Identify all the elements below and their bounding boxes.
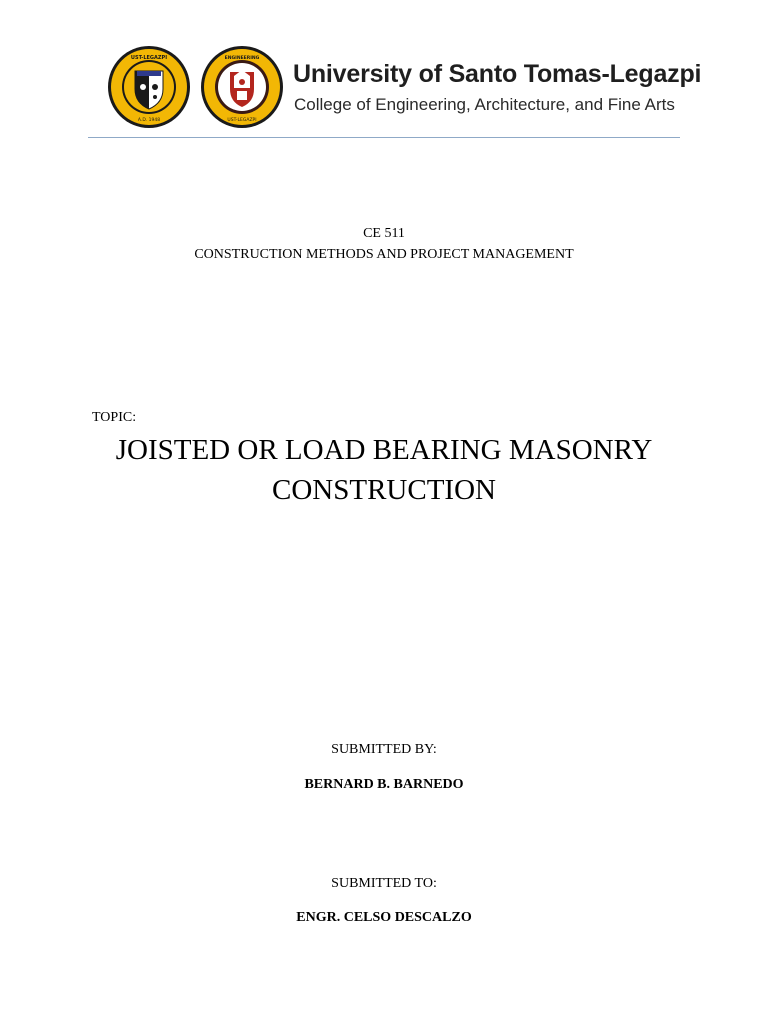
svg-text:A.D. 1948: A.D. 1948	[137, 118, 161, 123]
submitted-by-label: SUBMITTED BY:	[331, 742, 437, 757]
svg-text:UST-LEGAZPI: UST-LEGAZPI	[130, 55, 168, 61]
submitted-by-name: BERNARD B. BARNEDO	[304, 777, 464, 792]
university-name: University of Santo Tomas-Legazpi	[293, 60, 702, 88]
course-code: CE 511	[363, 226, 405, 241]
svg-text:UST-LEGAZPI: UST-LEGAZPI	[227, 118, 257, 123]
svg-text:ENGINEERING: ENGINEERING	[224, 56, 260, 61]
ust-seal-graphic	[107, 45, 191, 129]
submitted-to-name: ENGR. CELSO DESCALZO	[296, 910, 472, 925]
college-seal-graphic	[200, 45, 284, 129]
college-seal	[200, 45, 284, 129]
course-title: CONSTRUCTION METHODS AND PROJECT MANAGEMENT	[194, 247, 574, 262]
college-name: College of Engineering, Architecture, and Fine Arts	[294, 95, 675, 114]
ust-legazpi-seal	[107, 45, 191, 129]
submitted-to-label: SUBMITTED TO:	[331, 876, 437, 891]
topic-label: TOPIC:	[92, 410, 137, 425]
header-divider	[88, 137, 680, 138]
topic-title: JOISTED OR LOAD BEARING MASONRY CONSTRUCTION	[115, 434, 653, 506]
letterhead	[88, 40, 702, 138]
